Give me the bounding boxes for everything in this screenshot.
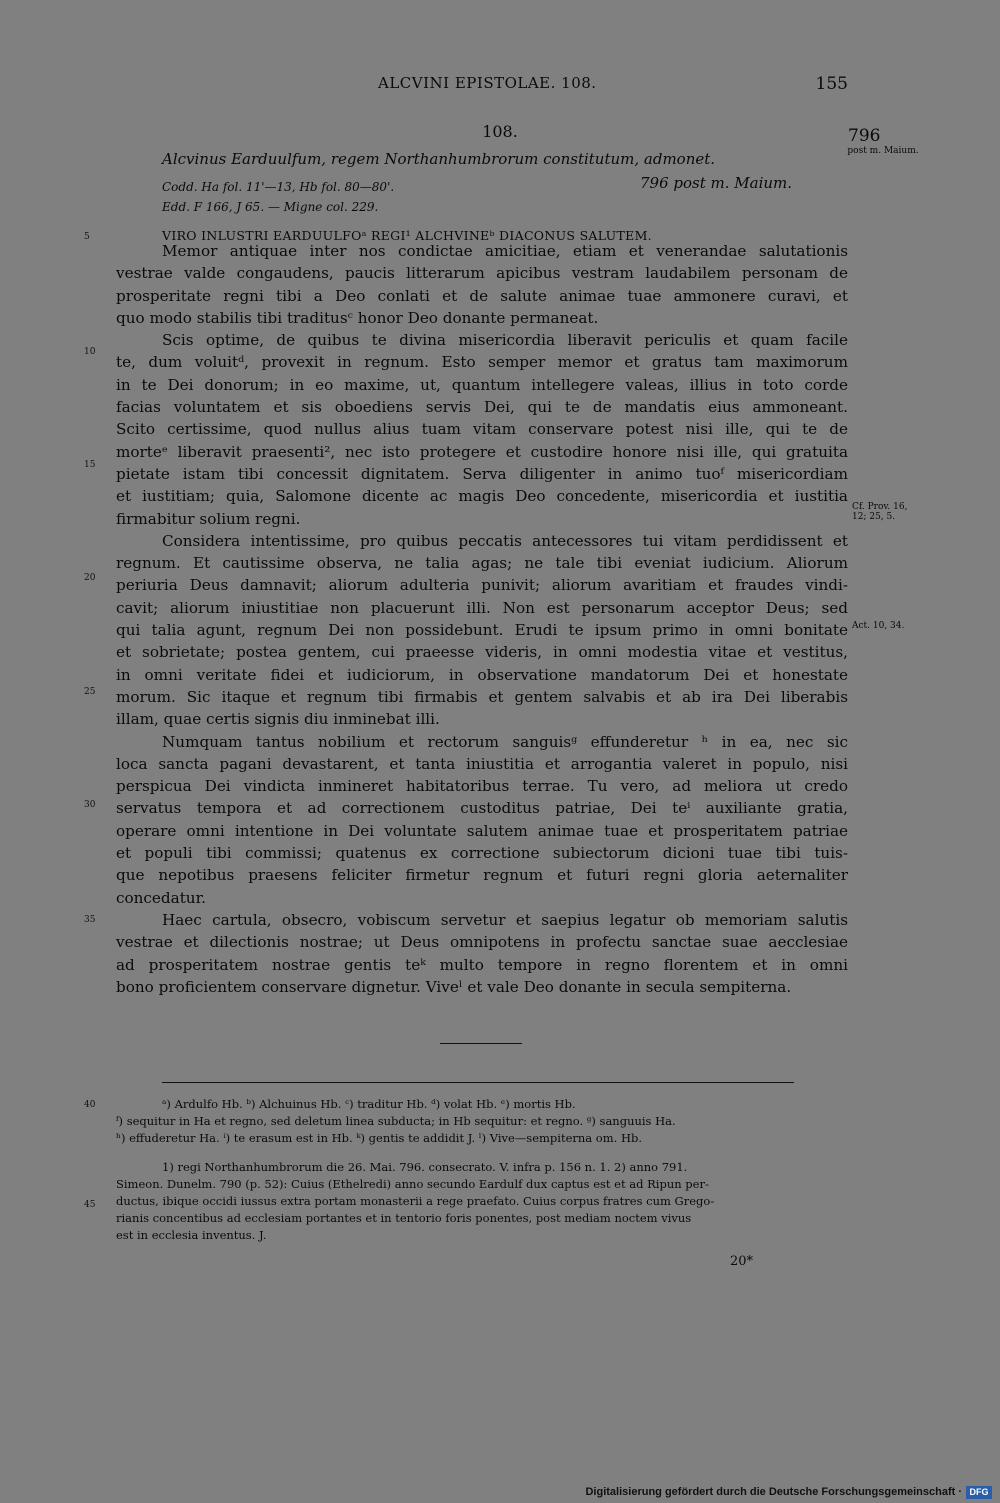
body-line: Haec cartula, obsecro, vobiscum servetur et saepius legatur ob memoriam salutis (162, 910, 848, 929)
body-line: et iustitiam; quia, Salomone dicente ac magis Deo concedente, misericordia et iustitia (116, 487, 848, 506)
marginal-reference: Cf. Prov. 16, 12; 25, 5. (852, 502, 908, 522)
body-line: bono proficientem conservare dignetur. Viveˡ et vale Deo donante in secula sempiterna. (116, 977, 792, 996)
signature-mark: 20* (730, 1254, 754, 1269)
body-line: facias voluntatem et sis oboediens servis Dei, qui te de mandatis eius ammoneant. (116, 398, 848, 417)
codices-line: Codd. Ha fol. 11'—13, Hb fol. 80—80'. (162, 180, 395, 194)
body-line: et sobrietate; postea gentem, cui praeesse videris, in omni modestia vitae et vestitus, (116, 643, 848, 662)
digitization-footer (0, 1477, 1000, 1503)
body-line: qui talia agunt, regnum Dei non possidebunt. Erudi te ipsum primo in omni bonitate (116, 621, 848, 640)
body-line: morteᵉ liberavit praesenti², nec isto protegere et custodire honore nisi ille, qui gratuita (116, 442, 848, 461)
body-line: illam, quae certis signis diu inminebat illi. (116, 710, 440, 729)
footnote-line: Simeon. Dunelm. 790 (p. 52): Cuius (Ethelredi) anno secundo Eardulf dux captus est et ad Ripun per- (116, 1177, 709, 1191)
body-line: Scis optime, de quibus te divina misericordia liberavit periculis et quam facile (162, 331, 848, 350)
body-line: vestrae valde congaudens, paucis litterarum apicibus vestram laudabilem personam de (116, 264, 848, 283)
running-header (116, 74, 848, 98)
historical-notes (116, 1159, 848, 1244)
line-number: 15 (84, 460, 96, 470)
margin-date-year: 796 (848, 126, 881, 146)
body-line: concedatur. (116, 888, 207, 907)
footnote-line: ᵃ) Ardulfo Hb. ᵇ) Alchuinus Hb. ᶜ) traditur Hb. ᵈ) volat Hb. ᵉ) mortis Hb. (162, 1097, 576, 1111)
footnote-line: rianis concentibus ad ecclesiam portantes et in tentorio foris ponentes, post mediam noctem vivus (116, 1211, 692, 1225)
footnote-separator (162, 1082, 794, 1083)
body-line: Numquam tantus nobilium et rectorum sanguisᵍ effunderetur ʰ in ea, nec sic (162, 732, 848, 751)
footnote-line: ductus, ibique occidi iussus extra portam monasterii a rege praefato. Cuius corpus fratres cum Grego- (116, 1194, 715, 1208)
editions-line: Edd. F 166, J 65. — Migne col. 229. (162, 200, 379, 214)
critical-apparatus (116, 1096, 848, 1147)
marginal-reference: Act. 10, 34. (852, 621, 905, 631)
body-line: cavit; aliorum iniustitiae non placuerunt illi. Non est personarum acceptor Deus; sed (116, 598, 848, 617)
body-line: te, dum voluitᵈ, provexit in regnum. Esto semper memor et gratus tam maximorum (116, 353, 848, 372)
letter-summary: Alcvinus Earduulfum, regem Northanhumbrorum constitutum, admonet. (162, 150, 716, 168)
body-line: vestrae et dilectionis nostrae; ut Deus omnipotens in profectu sanctae suae aecclesiae (116, 933, 848, 952)
body-line: servatus tempora et ad correctionem custoditus patriae, Dei teⁱ auxiliante gratia, (116, 799, 848, 818)
body-line: perspicua Dei vindicta inmineret habitatoribus terrae. Tu vero, ad meliora ut credo (116, 777, 848, 796)
body-line: ad prosperitatem nostrae gentis teᵏ multo tempore in regno florentem et in omni (116, 955, 848, 974)
body-line: morum. Sic itaque et regnum tibi firmabis et gentem salvabis et ab ira Dei liberabis (116, 687, 848, 706)
letter-date: 796 post m. Maium. (640, 174, 793, 192)
digitization-credit[interactable]: Digitalisierung gefördert durch die Deutsche Forschungsgemeinschaft · (585, 1486, 962, 1498)
body-line: et populi tibi commissi; quatenus ex correctione subiectorum dicioni tuae tibi tuis- (116, 844, 848, 863)
running-title: ALCVINI EPISTOLAE. 108. (378, 74, 597, 92)
body-line: prosperitate regni tibi a Deo conlati et de salute animae tuae ammonere curavi, et (116, 286, 848, 305)
end-of-letter-rule (440, 1043, 522, 1044)
body-line: Scito certissime, quod nullus alius tuam vitam conservare potest nisi ille, qui te de (116, 420, 848, 439)
body-line: Memor antiquae inter nos condictae amicitiae, etiam et venerandae salutationis (162, 242, 848, 260)
body-line: Considera intentissime, pro quibus peccatis antecessores tui vitam perdidissent et (162, 531, 848, 550)
line-number: 40 (84, 1100, 96, 1110)
footnote-line: 1) regi Northanhumbrorum die 26. Mai. 796. consecrato. V. infra p. 156 n. 1. 2) anno 791. (162, 1160, 688, 1174)
letter-number: 108. (482, 122, 518, 141)
footnote-line: est in ecclesia inventus. J. (116, 1228, 267, 1242)
letter-body (116, 240, 848, 998)
body-line: quo modo stabilis tibi traditusᶜ honor Deo donante permaneat. (116, 308, 599, 327)
line-number: 30 (84, 800, 96, 810)
dfg-logo[interactable]: DFG (966, 1486, 992, 1499)
line-number: 5 (84, 232, 90, 242)
line-number: 45 (84, 1200, 96, 1210)
body-line: in omni veritate fidei et iudiciorum, in observatione mandatorum Dei et honestate (116, 665, 848, 684)
body-line: loca sancta pagani devastarent, et tanta iniustitia et arrogantia valeret in populo, nisi (116, 754, 848, 773)
body-line: firmabitur solium regni. (116, 509, 301, 528)
line-number: 20 (84, 573, 96, 583)
body-line: pietate istam tibi concessit dignitatem. Serva diligenter in animo tuoᶠ misericordiam (116, 464, 848, 483)
line-number: 25 (84, 687, 96, 697)
footnote-line: ᶠ) sequitur in Ha et regno, sed deletum linea subducta; in Hb sequitur: et regno. ᵍ) sanguuis Ha. (116, 1114, 676, 1128)
body-line: regnum. Et cautissime observa, ne talia agas; ne tale tibi eveniat iudicium. Aliorum (116, 554, 848, 573)
footnote-line: ʰ) effuderetur Ha. ⁱ) te erasum est in Hb. ᵏ) gentis te addidit J. ˡ) Vive—sempiterna om. Hb. (116, 1131, 642, 1145)
line-number: 10 (84, 347, 96, 357)
page-number: 155 (815, 74, 848, 94)
body-line: in te Dei donorum; in eo maxime, ut, quantum intellegere valeas, illius in toto corde (116, 375, 848, 394)
salutation: VIRO INLUSTRI EARDUULFOᵃ REGI¹ ALCHVINEᵇ DIACONUS SALUTEM. (162, 228, 652, 243)
body-line: periuria Deus damnavit; aliorum adulteria punivit; aliorum avaritiam et fraudes vindi- (116, 576, 848, 595)
line-number: 35 (84, 915, 96, 925)
body-line: que nepotibus praesens feliciter firmetur regnum et futuri regni gloria aeternaliter (116, 866, 848, 885)
body-line: operare omni intentione in Dei voluntate salutem animae tuae et prosperitatem patriae (116, 821, 848, 840)
margin-date-note: post m. Maium. (847, 146, 919, 156)
